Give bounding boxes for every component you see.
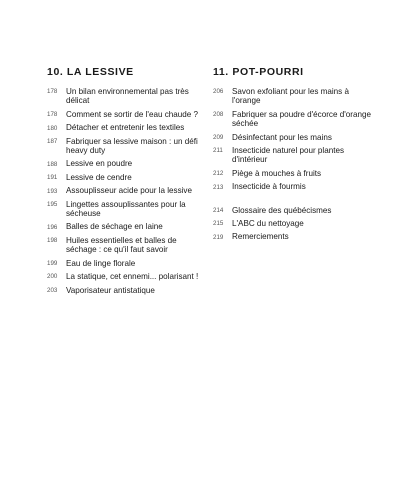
page-number: 193 (47, 187, 58, 195)
toc-entry (213, 169, 373, 178)
page-number: 200 (47, 273, 58, 281)
appendix-list (213, 206, 373, 242)
entry-title: Fabriquer sa lessive maison : un défi heavy duty (66, 136, 198, 156)
entry-title: Désinfectant pour les mains (232, 132, 332, 142)
toc-entry (213, 110, 373, 129)
page-number: 199 (47, 260, 58, 268)
toc-entry (213, 182, 373, 191)
chapter-title: 10. LA LESSIVE (47, 66, 134, 78)
toc-column-left (47, 66, 202, 299)
page-number: 198 (47, 237, 58, 245)
toc-entry (47, 236, 202, 255)
toc-entry (213, 87, 373, 106)
entry-title: Fabriquer sa poudre d'écorce d'orange séchée (232, 109, 371, 129)
toc-entry (213, 146, 373, 165)
page-number: 178 (47, 111, 58, 119)
toc-entry (47, 159, 202, 168)
toc-entry (47, 87, 202, 106)
toc-column-right (213, 66, 373, 246)
entry-title: Huiles essentielles et balles de séchage : ce qu'il faut savoir (66, 235, 177, 255)
page-number: 214 (213, 207, 224, 215)
entry-title: Insecticide naturel pour plantes d'intérieur (232, 146, 345, 165)
entry-title: Un bilan environnemental pas très délicat (66, 87, 189, 106)
toc-entry (213, 206, 373, 215)
page-number: 178 (47, 88, 58, 96)
page-number: 212 (213, 170, 224, 178)
toc-list (47, 87, 202, 295)
toc-entry (47, 286, 202, 295)
entry-title: La statique, cet ennemi... polarisant ! (66, 272, 199, 282)
entry-title: Lessive de cendre (66, 172, 132, 182)
page-number: 191 (47, 174, 58, 182)
entry-title: Assouplisseur acide pour la lessive (66, 186, 192, 196)
page-number: 203 (47, 286, 58, 294)
page-number: 188 (47, 160, 58, 168)
page-number: 195 (47, 201, 58, 209)
toc-entry (213, 133, 373, 142)
page-number: 219 (213, 233, 224, 241)
page-number: 206 (213, 88, 224, 96)
toc-entry (47, 259, 202, 268)
page-number: 213 (213, 183, 224, 191)
page-number: 208 (213, 111, 224, 119)
page-number: 211 (213, 147, 223, 155)
toc-entry (47, 272, 202, 281)
entry-title: Vaporisateur antistatique (66, 285, 155, 295)
page-number: 187 (47, 138, 58, 146)
page-number: 209 (213, 134, 224, 142)
section-spacer (213, 196, 373, 206)
toc-entry (47, 123, 202, 132)
page-number: 215 (213, 220, 224, 228)
entry-title: Balles de séchage en laine (66, 222, 163, 232)
toc-entry (47, 222, 202, 231)
entry-title: Remerciements (232, 232, 289, 242)
entry-title: Lessive en poudre (66, 159, 133, 169)
toc-entry (47, 173, 202, 182)
toc-entry (213, 232, 373, 241)
entry-title: Eau de linge florale (66, 258, 136, 268)
toc-entry (47, 110, 202, 119)
toc-entry (213, 219, 373, 228)
entry-title: Glossaire des québécismes (232, 205, 332, 215)
entry-title: Piège à mouches à fruits (232, 168, 322, 178)
toc-entry (47, 137, 202, 156)
toc-entry (47, 200, 202, 219)
entry-title: Insecticide à fourmis (232, 182, 306, 192)
entry-title: Détacher et entretenir les textiles (66, 123, 185, 133)
entry-title: Comment se sortir de l'eau chaude ? (66, 109, 199, 119)
chapter-title: 11. POT-POURRI (213, 66, 304, 78)
entry-title: L'ABC du nettoyage (232, 219, 304, 229)
toc-list (213, 87, 373, 192)
toc-entry (47, 186, 202, 195)
page-number: 180 (47, 124, 58, 132)
entry-title: Lingettes assouplissantes pour la sécheuse (66, 199, 186, 219)
entry-title: Savon exfoliant pour les mains à l'orange (232, 87, 349, 106)
page-number: 196 (47, 223, 58, 231)
